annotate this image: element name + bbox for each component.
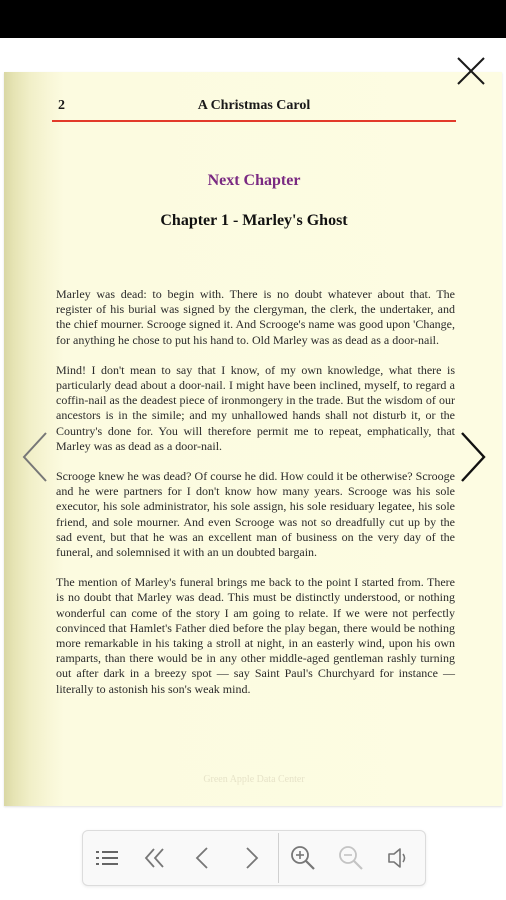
- toolbar-next-button[interactable]: [237, 844, 265, 872]
- table-of-contents-button[interactable]: [93, 844, 121, 872]
- paragraph: The mention of Marley's funeral brings me back to the point I started from. There is no doubt that Marley was dead. This must be distinctly understood, or nothing wonderful can come of the story I am going to relate. If we were not perfectly convinced that Hamlet's Father died before the play began, there would be nothing more remarkable in his taking a stroll at night, in an easterly wind, upon his own ramparts, than there would be in any other middle-aged gentleman rashly turning out after dark in a breezy spot — say Saint Paul's Churchyard for instance — literally to astonish his son's weak mind.: [56, 575, 455, 696]
- chevron-left-icon: [189, 844, 217, 872]
- header-divider: [52, 120, 456, 122]
- speaker-icon: [385, 844, 413, 872]
- toolbar-divider: [278, 833, 279, 883]
- close-button[interactable]: [452, 52, 490, 90]
- watermark: Green Apple Data Center: [203, 774, 305, 785]
- book-page: [4, 72, 502, 806]
- toolbar-previous-button[interactable]: [189, 844, 217, 872]
- paragraph: Mind! I don't mean to say that I know, of my own knowledge, what there is particularly dead about a door-nail. I might have been inclined, myself, to regard a coffin-nail as the deadest piece of ironmongery in the trade. But the wisdom of our ancestors is in the simile; and my unhallowed hands shall not disturb it, or the Country's done for. You will therefore permit me to repeat, emphatically, that Marley was as dead as a door-nail.: [56, 362, 455, 453]
- chapter-text: [56, 287, 455, 712]
- chevron-left-icon: [20, 430, 50, 484]
- list-icon: [93, 844, 121, 872]
- zoom-in-icon: [289, 844, 317, 872]
- paragraph: Marley was dead: to begin with. There is no doubt whatever about that. The register of his burial was signed by the clergyman, the clerk, the undertaker, and the chief mourner. Scrooge signed it. And Scrooge's name was good upon 'Change, for anything he chose to put his hand to. Old Marley was as dead as a door-nail.: [56, 287, 455, 347]
- previous-page-button[interactable]: [20, 430, 50, 484]
- zoom-out-icon: [337, 844, 365, 872]
- next-chapter-link[interactable]: Next Chapter: [207, 172, 301, 189]
- close-icon: [452, 52, 490, 90]
- reader-toolbar: [82, 830, 426, 886]
- paragraph: Scrooge knew he was dead? Of course he did. How could it be otherwise? Scrooge and he were partners for I don't know how many years. Scrooge was his sole executor, his sole administrator, his sole assign, his sole residuary legatee, his sole friend, and sole mourner. And even Scrooge was not so dreadfully cut up by the sad event, but that he was an excellent man of business on the very day of the funeral, and solemnised it with an un doubted bargain.: [56, 469, 455, 560]
- zoom-out-button[interactable]: [337, 844, 365, 872]
- zoom-in-button[interactable]: [289, 844, 317, 872]
- double-chevron-left-icon: [141, 844, 169, 872]
- chevron-right-icon: [237, 844, 265, 872]
- status-bar: [0, 0, 506, 38]
- first-page-button[interactable]: [141, 844, 169, 872]
- chevron-right-icon: [458, 430, 488, 484]
- chapter-title: Chapter 1 - Marley's Ghost: [160, 212, 348, 229]
- next-page-button[interactable]: [458, 430, 488, 484]
- book-title: A Christmas Carol: [197, 98, 311, 113]
- read-aloud-button[interactable]: [385, 844, 413, 872]
- page-number: 2: [58, 98, 65, 113]
